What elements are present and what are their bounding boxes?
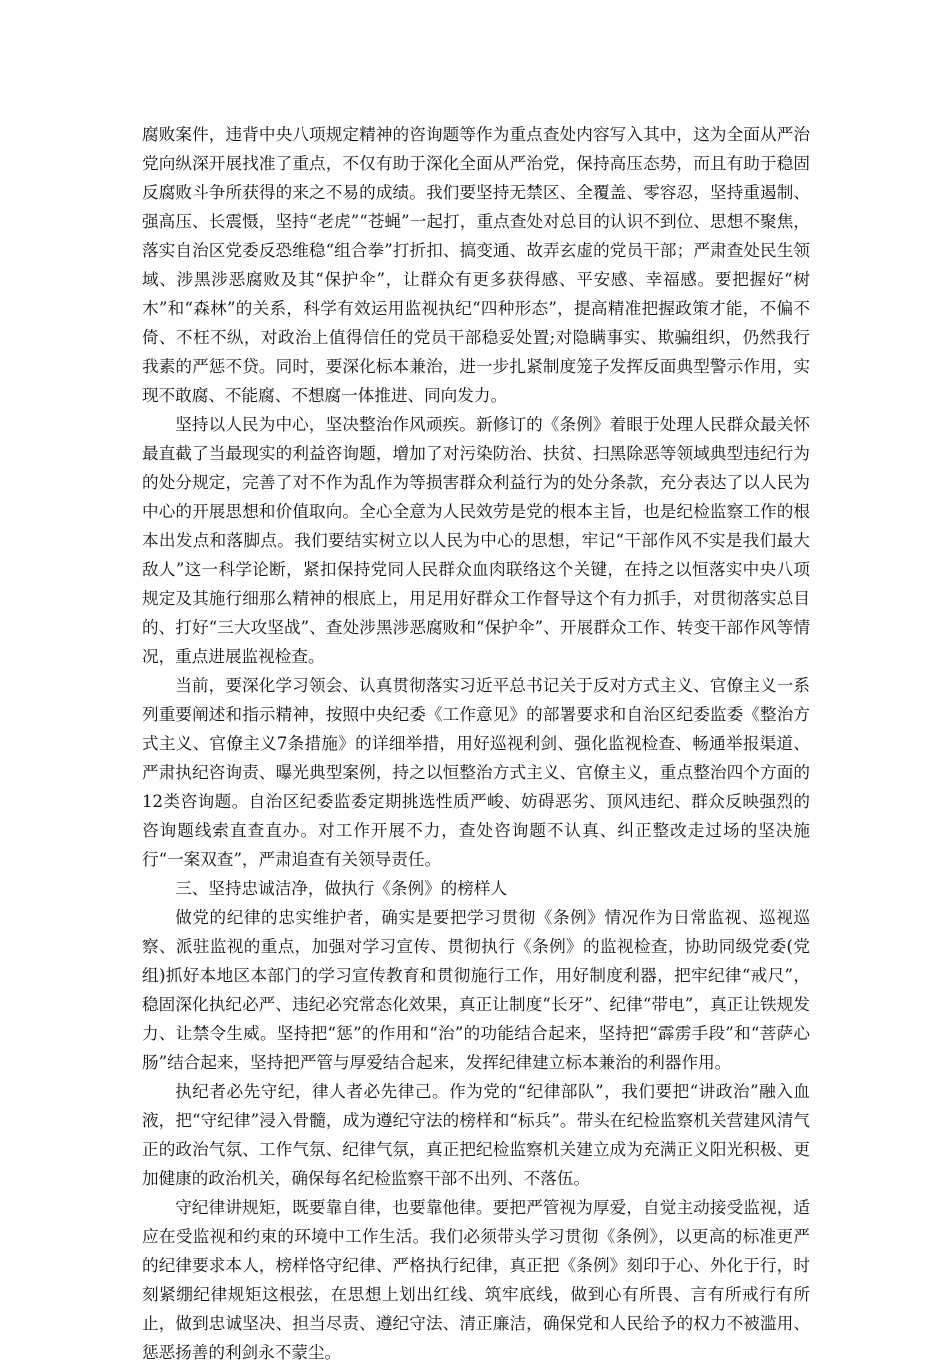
paragraph-4: 做党的纪律的忠实维护者，确实是要把学习贯彻《条例》情况作为日常监视、巡视巡察、派驻监视的重点，加强对学习宣传、贯彻执行《条例》的监视检查，协助同级党委(党组)抓好本地区本部门的学习宣传教育和贯彻施行工作，用好制度利器，把牢纪律“戒尺”，稳固深化执纪必严、违纪必究常态化效果，真正让制度“长牙”、纪律“带电”，真正让铁规发力、让禁令生威。坚持把“惩”的作用和“治”的功能结合起来，坚持把“霹雳手段”和“菩萨心肠”结合起来，坚持把严管与厚爱结合起来，发挥纪律建立标本兼治的利器作用。 [142,908,810,1072]
section-heading: 三、坚持忠诚洁净，做执行《条例》的榜样人 [175,879,508,898]
document-body [142,120,810,1367]
paragraph-5: 执纪者必先守纪，律人者必先律己。作为党的“纪律部队”，我们要把“讲政治”融入血液，把“守纪律”浸入骨髓，成为遵纪守法的榜样和“标兵”。带头在纪检监察机关营建风清气正的政治气氛、工作气氛、纪律气氛，真正把纪检监察机关建立成为充满正义阳光积极、更加健康的政治机关，确保每名纪检监察干部不出列、不落伍。 [142,1082,810,1188]
paragraph-3: 当前，要深化学习领会、认真贯彻落实习近平总书记关于反对方式主义、官僚主义一系列重要阐述和指示精神，按照中央纪委《工作意见》的部署要求和自治区纪委监委《整治方式主义、官僚主义7条措施》的详细举措，用好巡视利剑、强化监视检查、畅通举报渠道、严肃执纪咨询责、曝光典型案例，持之以恒整治方式主义、官僚主义，重点整治四个方面的12类咨询题。自治区纪委监委定期挑选性质严峻、妨碍恶劣、顶风违纪、群众反映强烈的咨询题线索直查直办。对工作开展不力，查处咨询题不认真、纠正整改走过场的坚决施行“一案双查”，严肃追查有关领导责任。 [142,676,810,869]
paragraph-2: 坚持以人民为中心，坚决整治作风顽疾。新修订的《条例》着眼于处理人民群众最关怀最直截了当最现实的利益咨询题，增加了对污染防治、扶贫、扫黑除恶等领域典型违纪行为的处分规定，完善了对不作为乱作为等损害群众利益行为的处分条款，充分表达了以人民为中心的开展思想和价值取向。全心全意为人民效劳是党的根本主旨，也是纪检监察工作的根本出发点和落脚点。我们要结实树立以人民为中心的思想，牢记“干部作风不实是我们最大敌人”这一科学论断，紧扣保持党同人民群众血肉联络这个关键，在持之以恒落实中央八项规定及其施行细那么精神的根底上，用足用好群众工作督导这个有力抓手，对贯彻落实总目的、打好“三大攻坚战”、查处涉黑涉恶腐败和“保护伞”、开展群众工作、转变干部作风等情况，重点进展监视检查。 [142,415,810,666]
paragraph-6: 守纪律讲规矩，既要靠自律，也要靠他律。要把严管视为厚爱，自觉主动接受监视，适应在受监视和约束的环境中工作生活。我们必须带头学习贯彻《条例》，以更高的标准更严的纪律要求本人，榜样恪守纪律、严格执行纪律，真正把《条例》刻印于心、外化于行，时刻紧绷纪律规矩这根弦，在思想上划出红线、筑牢底线，做到心有所畏、言有所戒行有所止，做到忠诚坚决、担当尽责、遵纪守法、清正廉洁，确保党和人民给予的权力不被滥用、惩恶扬善的利剑永不蒙尘。 [142,1198,810,1362]
paragraph-1: 腐败案件，违背中央八项规定精神的咨询题等作为重点查处内容写入其中，这为全面从严治党向纵深开展找准了重点，不仅有助于深化全面从严治党，保持高压态势，而且有助于稳固反腐败斗争所获得的来之不易的成绩。我们要坚持无禁区、全覆盖、零容忍，坚持重遏制、强高压、长震慑，坚持“老虎”“苍蝇”一起打，重点查处对总目的认识不到位、思想不聚焦，落实自治区党委反恐维稳“组合拳”打折扣、搞变通、故弄玄虚的党员干部；严肃查处民生领域、涉黑涉恶腐败及其“保护伞”，让群众有更多获得感、平安感、幸福感。要把握好“树木”和“森林”的关系，科学有效运用监视执纪“四种形态”，提高精准把握政策才能，不偏不倚、不枉不纵，对政治上值得信任的党员干部稳妥处置;对隐瞒事实、欺骗组织，仍然我行我素的严惩不贷。同时，要深化标本兼治，进一步扎紧制度笼子发挥反面典型警示作用，实现不敢腐、不能腐、不想腐一体推进、同向发力。 [142,125,810,405]
